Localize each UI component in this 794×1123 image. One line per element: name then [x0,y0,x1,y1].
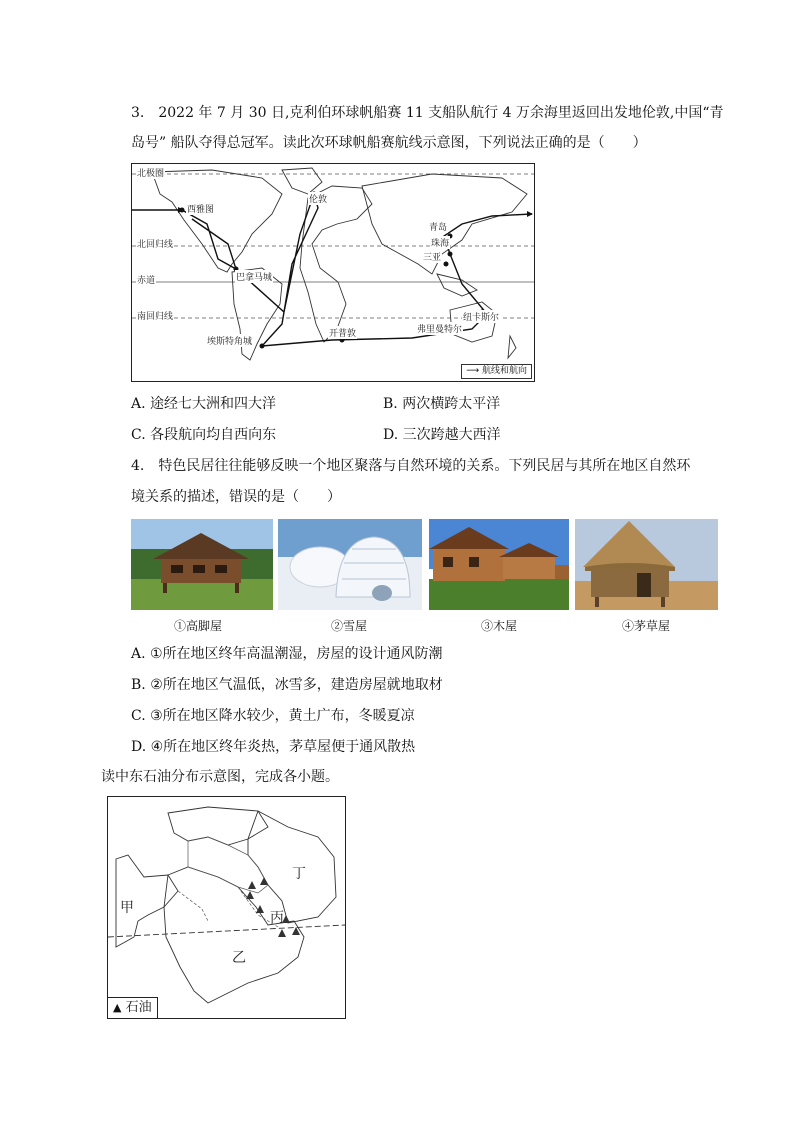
route-arrow-icon: ⟶ [466,366,480,376]
q3-option-c[interactable]: C. 各段航向均自西向东 [131,427,277,443]
route-legend-label: 航线和航向 [481,366,527,376]
q4-stem-line2: 境关系的描述，错误的是（ ） [131,489,341,505]
q3-option-d[interactable]: D. 三次跨越大西洋 [383,427,501,443]
oil-legend-label: 石油 [125,1000,152,1015]
q3-stem-line1: 3. 2022 年 7 月 30 日,克利伯环球帆船赛 11 支船队航行 4 万余海里返回出发地伦敦,中国“青 [131,105,724,121]
middle-east-map-drawing [108,797,345,1018]
caption-thatched-hut: ④茅草屋 [621,619,670,633]
q4-option-d[interactable]: D. ④所在地区终年炎热，茅草屋便于通风散热 [131,739,416,755]
label-london: 伦敦 [308,192,328,205]
label-yi: 乙 [232,950,246,966]
caption-log-cabin: ③木屋 [480,619,517,633]
route-map-legend [461,364,532,379]
oil-legend [108,997,158,1018]
label-tropic-capricorn: 南回归线 [136,309,174,322]
caption-stilt-house: ①高脚屋 [173,619,222,633]
q4-option-a[interactable]: A. ①所在地区终年高温潮湿，房屋的设计通风防潮 [131,646,443,662]
caption-igloo: ②雪屋 [330,619,367,633]
label-cape-town: 开普敦 [328,326,357,339]
q4-option-b[interactable]: B. ②所在地区气温低，冰雪多，建造房屋就地取材 [131,677,443,693]
route-map [131,163,535,382]
label-bing: 丙 [270,910,284,926]
label-tropic-cancer: 北回归线 [136,237,174,250]
q3-option-b[interactable]: B. 两次横跨太平洋 [383,396,501,412]
route-map-drawing [132,164,534,381]
middle-east-oil-map [107,796,346,1019]
oil-rig-icon: ▲ [113,1001,122,1014]
label-panama-city: 巴拿马城 [235,270,273,283]
label-newcastle: 纽卡斯尔 [462,310,500,323]
photo-log-cabin [429,519,569,610]
label-punta-del-este: 埃斯特角城 [206,334,253,347]
q3-stem-line2: 岛号” 船队夺得总冠军。读此次环球帆船赛航线示意图，下列说法正确的是（ ） [131,135,647,151]
q4-stem-line1: 4. 特色民居往往能够反映一个地区聚落与自然环境的关系。下列民居与其所在地区自然环 [131,458,691,474]
label-jia: 甲 [120,900,134,916]
label-arctic-circle: 北极圈 [136,166,165,179]
label-ding: 丁 [292,866,306,882]
photo-thatched-hut [575,519,718,610]
label-qingdao: 青岛 [428,220,448,233]
intro-text: 读中东石油分布示意图，完成各小题。 [101,769,339,785]
label-seattle: 西雅图 [186,202,215,215]
q4-option-c[interactable]: C. ③所在地区降水较少，黄土广布，冬暖夏凉 [131,708,415,724]
photo-stilt-house [131,519,273,610]
label-sanya: 三亚 [422,250,442,263]
label-equator: 赤道 [136,273,156,286]
label-zhuhai: 珠海 [430,236,450,249]
q3-option-a[interactable]: A. 途经七大洲和四大洋 [131,396,277,412]
label-fremantle: 弗里曼特尔 [416,322,463,335]
photo-igloo [278,519,422,610]
